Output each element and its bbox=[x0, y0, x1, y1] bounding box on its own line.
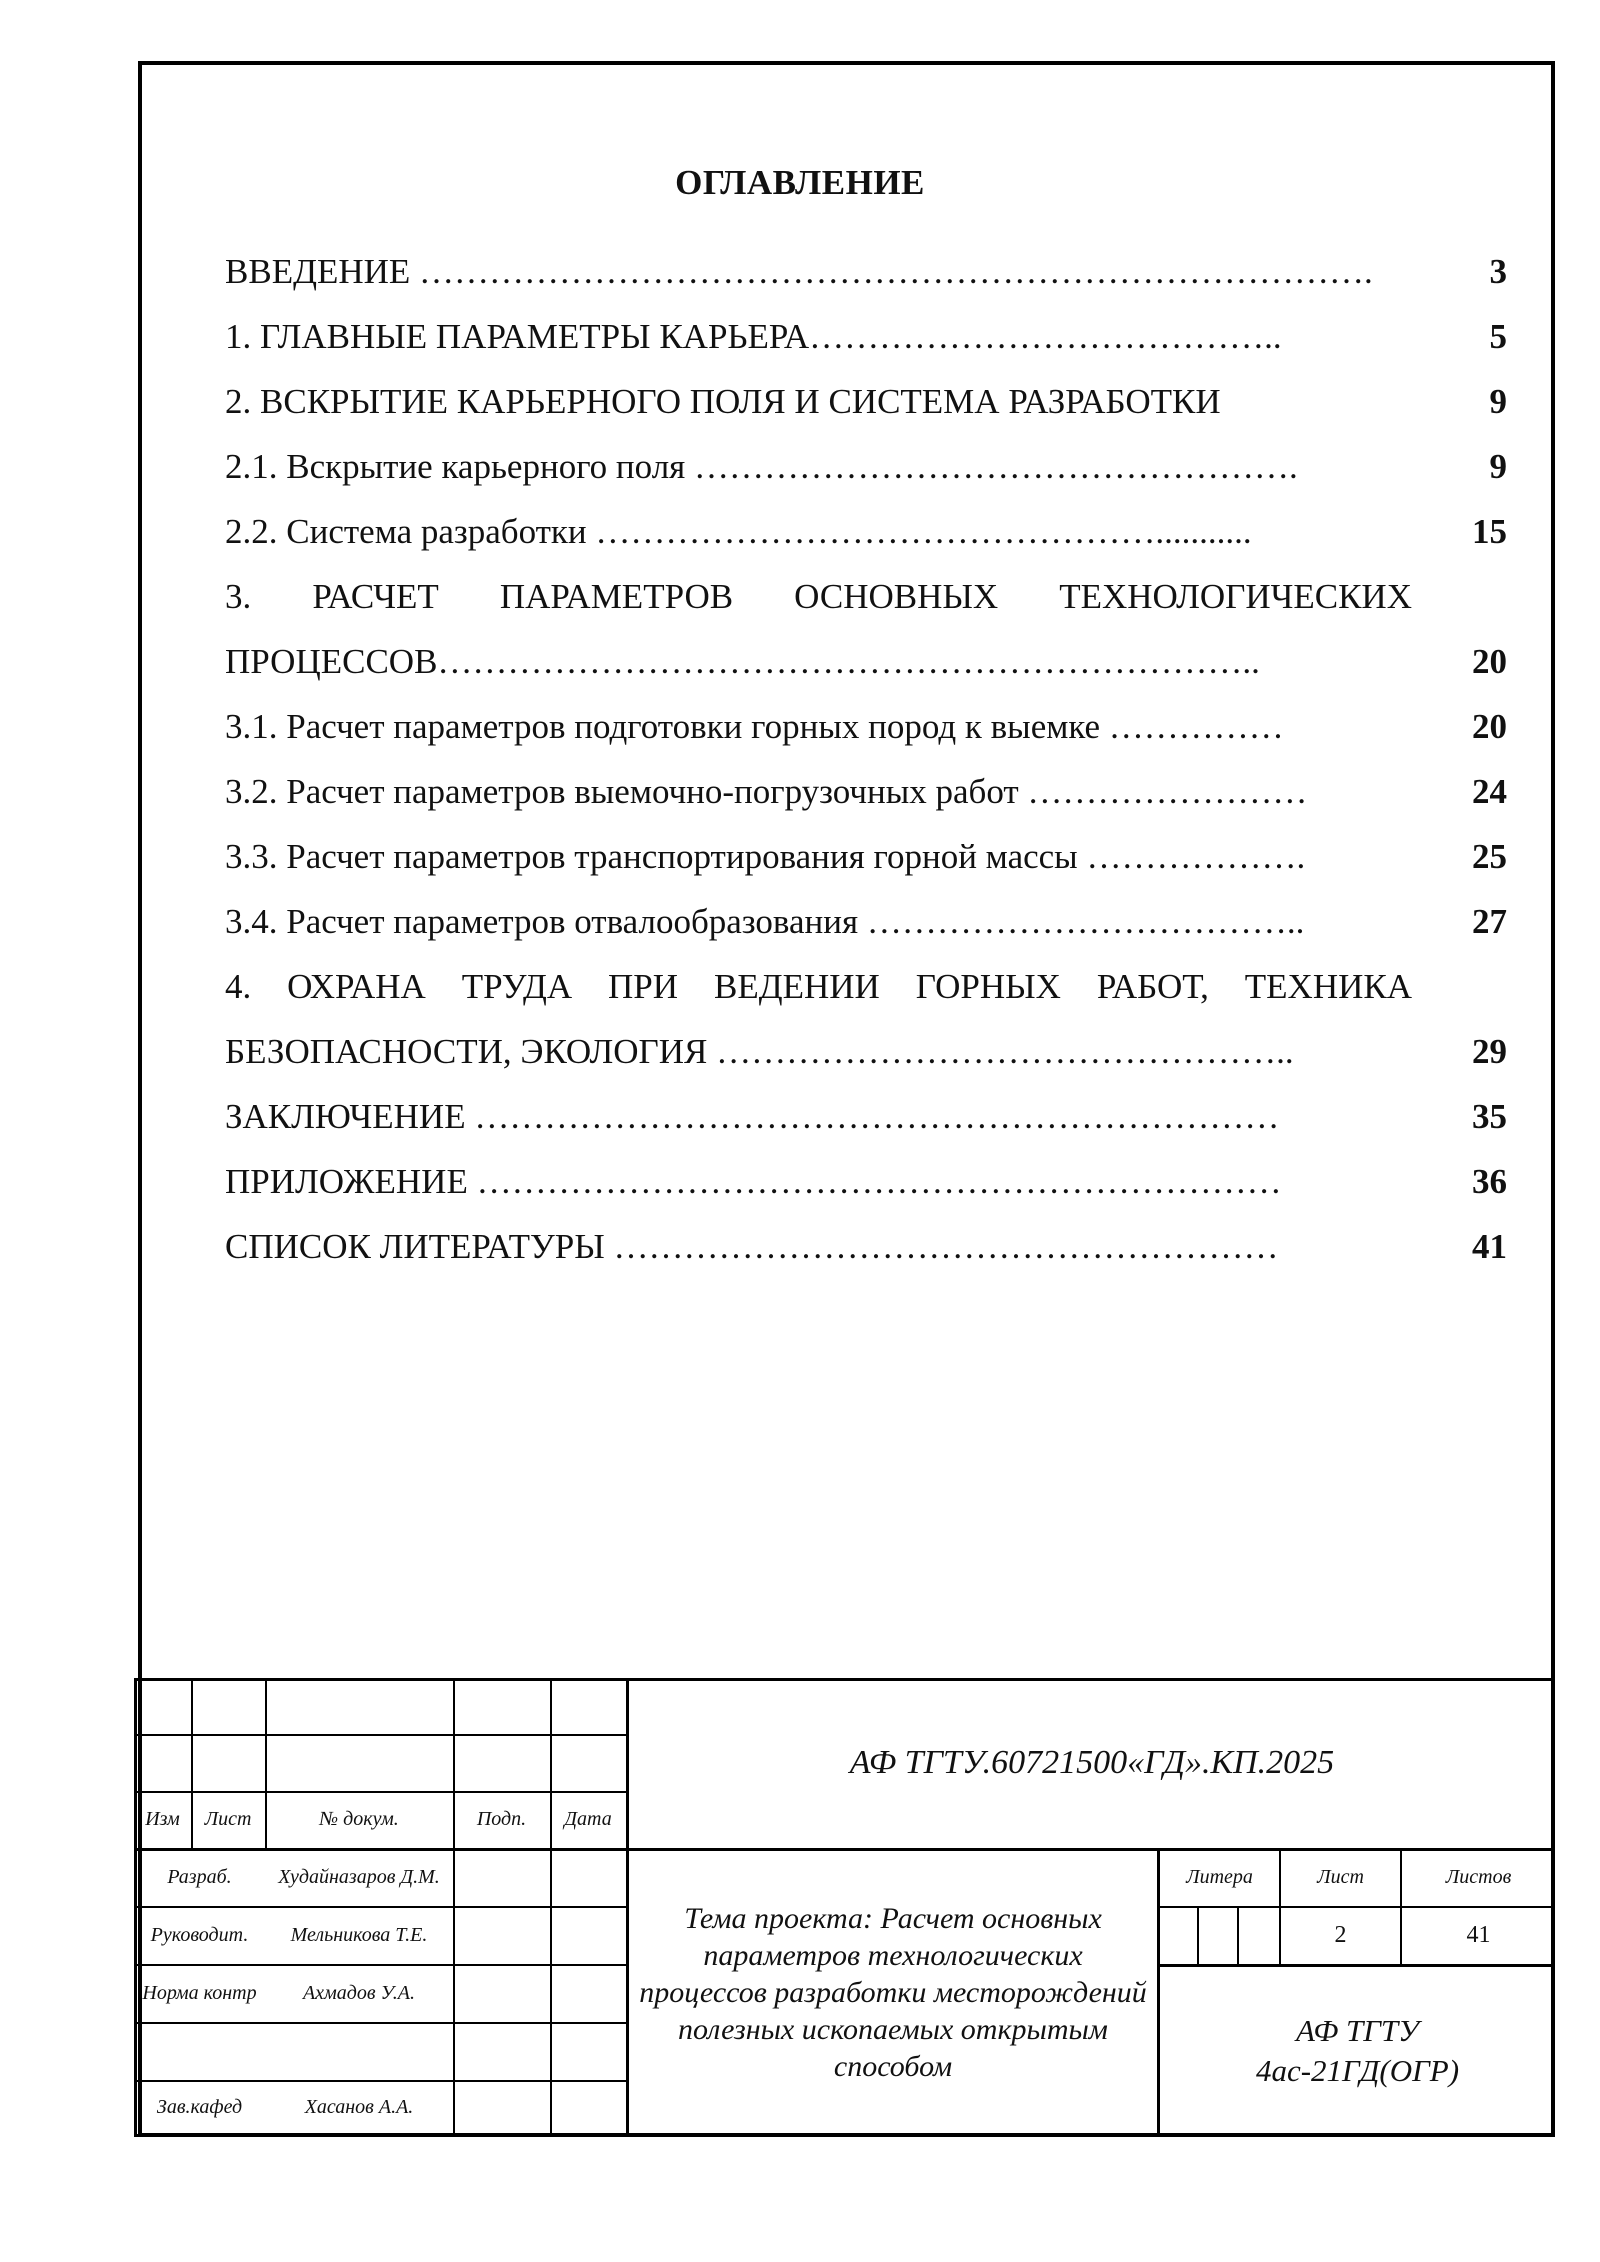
toc-item-section-3-1[interactable]: 3.1. Расчет параметров подготовки горных пород к выемке …………… 20 bbox=[225, 707, 1507, 746]
toc-item-section-3-3[interactable]: 3.3. Расчет параметров транспортирования горной массы ………………. 25 bbox=[225, 837, 1507, 876]
stamp-line bbox=[1237, 1906, 1239, 1964]
toc-page-number: 41 bbox=[1472, 1227, 1507, 1266]
toc-item-introduction[interactable]: ВВЕДЕНИЕ ………………………………………………………………………. 3 bbox=[225, 252, 1507, 291]
organization-name: АФ ТГТУ bbox=[1295, 2012, 1420, 2048]
toc-page-number: 35 bbox=[1472, 1097, 1507, 1136]
name-supervisor: Мельникова Т.Е. bbox=[290, 1923, 428, 1946]
toc-page-number: 5 bbox=[1489, 317, 1507, 356]
toc-item-chapter-2[interactable]: 2. ВСКРЫТИЕ КАРЬЕРНОГО ПОЛЯ И СИСТЕМА РАЗРАБОТКИ 9 bbox=[225, 382, 1507, 421]
stamp-line bbox=[1197, 1906, 1199, 1964]
toc-chapter-4-line-1: 4. ОХРАНА ТРУДА ПРИ ВЕДЕНИИ ГОРНЫХ РАБОТ, ТЕХНИКА bbox=[225, 967, 1412, 1006]
toc-item-chapter-4-cont[interactable]: БЕЗОПАСНОСТИ, ЭКОЛОГИЯ ………………………………………….. 29 bbox=[225, 1032, 1507, 1071]
project-topic: Тема проекта: Расчет основных параметров технологических процессов разработки месторождений полезных ископаемых открытым способом bbox=[639, 1901, 1147, 2083]
toc-page-number: 9 bbox=[1489, 447, 1507, 486]
organization bbox=[1160, 1967, 1555, 2134]
sheets-label: Листов bbox=[1445, 1865, 1512, 1888]
toc-page-number: 15 bbox=[1472, 512, 1507, 551]
name-empty bbox=[265, 2022, 453, 2080]
toc-page-number: 3 bbox=[1489, 252, 1507, 291]
name-head-of-department: Хасанов А.А. bbox=[304, 2095, 414, 2118]
toc-item-appendix[interactable]: ПРИЛОЖЕНИЕ …………………………………………………………… 36 bbox=[225, 1162, 1507, 1201]
toc-item-conclusion[interactable]: ЗАКЛЮЧЕНИЕ …………………………………………………………… 35 bbox=[225, 1097, 1507, 1136]
toc-page-number: 24 bbox=[1472, 772, 1507, 811]
header-signature: Подп. bbox=[476, 1808, 527, 1830]
name-norm-control: Ахмадов У.А. bbox=[302, 1981, 416, 2004]
role-norm-control: Норма контр bbox=[142, 1981, 257, 2004]
toc-page-number: 20 bbox=[1472, 642, 1507, 681]
toc-page-number: 27 bbox=[1472, 902, 1507, 941]
toc-item-chapter-1[interactable]: 1. ГЛАВНЫЕ ПАРАМЕТРЫ КАРЬЕРА………………………………….. 5 bbox=[225, 317, 1507, 356]
toc-item-chapter-3-cont[interactable]: ПРОЦЕССОВ…………………………………………………………….. 20 bbox=[225, 642, 1507, 681]
sheet-label: Лист bbox=[1317, 1865, 1364, 1888]
role-empty bbox=[134, 2022, 265, 2080]
sheet-value: 2 bbox=[1334, 1921, 1347, 1948]
toc-page-number: 36 bbox=[1472, 1162, 1507, 1201]
header-list: Лист bbox=[204, 1808, 252, 1830]
stamp-line bbox=[550, 1678, 552, 2137]
title-block bbox=[134, 1678, 1555, 2137]
toc-item-section-2-1[interactable]: 2.1. Вскрытие карьерного поля ……………………………………………. 9 bbox=[225, 447, 1507, 486]
toc-item-section-2-2[interactable]: 2.2. Система разработки …………………………………………........... 15 bbox=[225, 512, 1507, 551]
header-doc-number: № докум. bbox=[319, 1808, 399, 1830]
role-supervisor: Руководит. bbox=[150, 1923, 249, 1946]
role-head-of-department: Зав.кафед bbox=[156, 2095, 243, 2118]
toc-item-chapter-4[interactable] bbox=[225, 967, 1507, 1017]
toc-page-number: 29 bbox=[1472, 1032, 1507, 1071]
litera-label: Литера bbox=[1186, 1865, 1253, 1888]
toc-item-section-3-2[interactable]: 3.2. Расчет параметров выемочно-погрузочных работ …………………… 24 bbox=[225, 772, 1507, 811]
header-date: Дата bbox=[564, 1808, 612, 1830]
header-izm: Изм bbox=[145, 1808, 180, 1830]
stamp-line bbox=[453, 1678, 455, 2137]
toc-page-number: 25 bbox=[1472, 837, 1507, 876]
stamp-line bbox=[134, 1734, 628, 1736]
toc-item-chapter-3[interactable] bbox=[225, 577, 1507, 627]
group-code: 4ас-21ГД(ОГР) bbox=[1255, 2052, 1460, 2088]
toc-page-number: 20 bbox=[1472, 707, 1507, 746]
name-developer: Худайназаров Д.М. bbox=[278, 1865, 440, 1888]
toc-title: ОГЛАВЛЕНИЕ bbox=[675, 163, 925, 202]
toc-page-number: 9 bbox=[1489, 382, 1507, 421]
toc-item-references[interactable]: СПИСОК ЛИТЕРАТУРЫ ………………………………………………… 41 bbox=[225, 1227, 1507, 1266]
role-developer: Разраб. bbox=[167, 1865, 232, 1888]
document-code: АФ ТГТУ.60721500«ГД».КП.2025 bbox=[849, 1744, 1335, 1781]
stamp-line bbox=[134, 2134, 1555, 2137]
toc-item-section-3-4[interactable]: 3.4. Расчет параметров отвалообразования ……………………………….. 27 bbox=[225, 902, 1507, 941]
toc-chapter-3-line-1: 3. РАСЧЕТ ПАРАМЕТРОВ ОСНОВНЫХ ТЕХНОЛОГИЧЕСКИХ bbox=[225, 577, 1412, 616]
sheets-value: 41 bbox=[1466, 1921, 1491, 1948]
